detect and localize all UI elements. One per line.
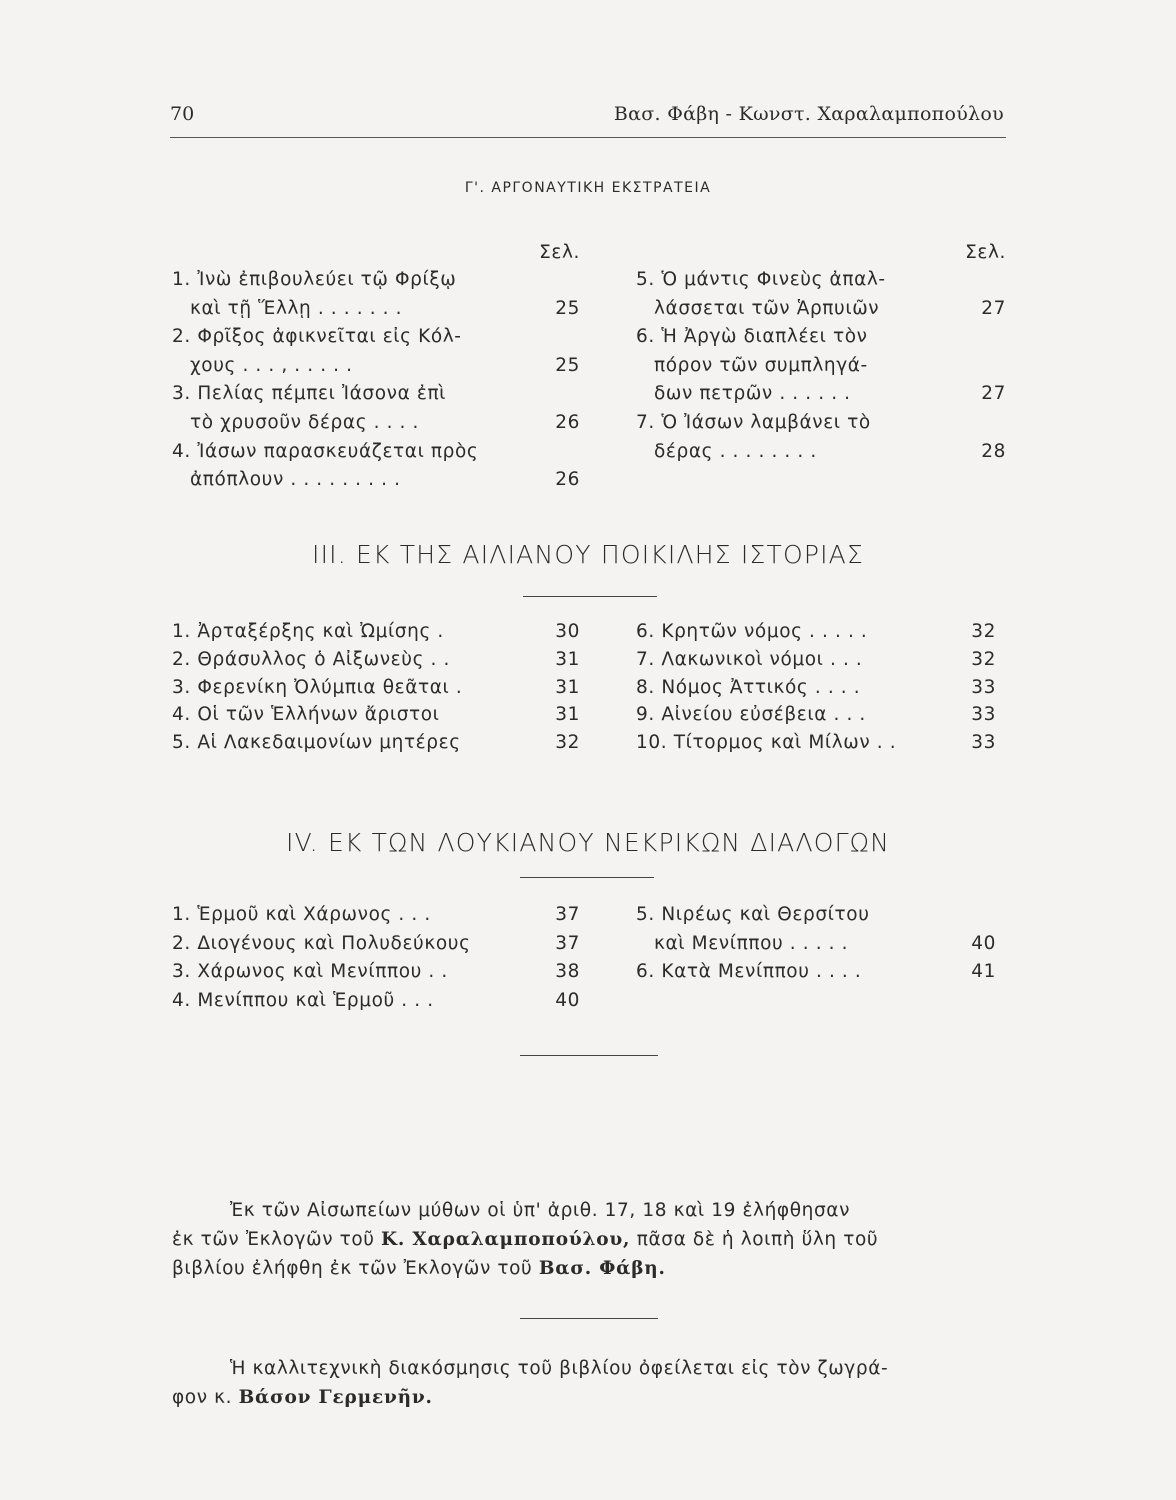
page-label: Σελ. bbox=[965, 242, 1006, 263]
page-label-row bbox=[172, 240, 580, 266]
toc-entry-page: 32 bbox=[555, 732, 580, 754]
note-line bbox=[172, 1225, 1012, 1254]
toc-entry-page: 40 bbox=[555, 989, 580, 1011]
toc-entry-title: 7. Ὁ Ἰάσων λαμβάνει τὸ bbox=[636, 411, 871, 433]
toc-entry bbox=[636, 380, 1006, 409]
note-illustrator bbox=[172, 1354, 1012, 1412]
section-iv-title: IV. ΕΚ ΤΩΝ ΛΟΥΚΙΑΝΟΥ ΝΕΚΡΙΚΩΝ ΔΙΑΛΟΓΩΝ bbox=[286, 828, 890, 857]
toc-entry-title: τὸ χρυσοῦν δέρας . . . . bbox=[190, 411, 419, 433]
note-text: πᾶσα δὲ ἡ λοιπὴ ὕλη τοῦ bbox=[630, 1229, 879, 1250]
note-line bbox=[172, 1254, 1012, 1283]
section-iv-rule bbox=[520, 877, 654, 878]
toc-entry bbox=[172, 466, 580, 495]
toc-entry bbox=[172, 380, 580, 409]
section-iii-right-column bbox=[636, 618, 996, 757]
toc-entry bbox=[636, 729, 996, 757]
toc-entry-title: 6. Κρητῶν νόμος . . . . . bbox=[636, 621, 868, 642]
toc-entry-page: 27 bbox=[981, 383, 1006, 405]
toc-entry bbox=[172, 987, 580, 1016]
toc-entry-title: λάσσεται τῶν Ἁρπυιῶν bbox=[654, 297, 880, 319]
note-line: Ἡ καλλιτεχνικὴ διακόσμησις τοῦ βιβλίου ὀφείλεται εἰς τὸν ζωγρά- bbox=[230, 1358, 889, 1379]
toc-entry-title: 9. Αἰνείου εὐσέβεια . . . bbox=[636, 704, 866, 726]
section-iv-right-column bbox=[636, 901, 996, 987]
toc-entry-page: 40 bbox=[971, 932, 996, 954]
toc-entry-page: 37 bbox=[555, 932, 580, 954]
toc-entry bbox=[172, 352, 580, 381]
toc-entry-title: 7. Λακωνικοὶ νόμοι . . . bbox=[636, 648, 863, 670]
toc-entry bbox=[636, 266, 1006, 295]
note-author-name: Βασ. Φάβη. bbox=[538, 1258, 666, 1279]
toc-entry-page: 28 bbox=[981, 440, 1006, 462]
toc-entry-title: δων πετρῶν . . . . . . bbox=[654, 383, 851, 405]
toc-entry-title: 2. Διογένους καὶ Πολυδεύκους bbox=[172, 932, 471, 954]
running-title: Βασ. Φάβη - Κωνστ. Χαραλαμποπούλου bbox=[613, 103, 1004, 125]
toc-entry bbox=[172, 295, 580, 324]
toc-entry-title: 6. Κατὰ Μενίππου . . . . bbox=[636, 961, 862, 983]
toc-entry-page: 26 bbox=[555, 469, 580, 491]
toc-entry-title: 4. Μενίππου καὶ Ἑρμοῦ . . . bbox=[172, 989, 434, 1011]
toc-entry-page: 32 bbox=[971, 648, 996, 670]
toc-entry-page: 31 bbox=[555, 676, 580, 698]
page-label: Σελ. bbox=[539, 242, 580, 263]
toc-entry-page: 31 bbox=[555, 704, 580, 726]
toc-entry-title: 10. Τίτορμος καὶ Μίλων . . bbox=[636, 732, 897, 754]
note-sources bbox=[172, 1196, 1012, 1283]
toc-entry-title: 1. Ἑρμοῦ καὶ Χάρωνος . . . bbox=[172, 904, 431, 925]
toc-entry-title: 3. Πελίας πέμπει Ἰάσονα ἐπὶ bbox=[172, 383, 447, 405]
toc-entry bbox=[172, 729, 580, 757]
toc-entry-page: 25 bbox=[555, 354, 580, 376]
toc-entry bbox=[636, 646, 996, 674]
toc-entry bbox=[636, 409, 1006, 438]
toc-entry-title: 5. Ὁ μάντις Φινεὺς ἀπαλ- bbox=[636, 269, 886, 290]
toc-entry-title: 4. Οἱ τῶν Ἑλλήνων ἄριστοι bbox=[172, 704, 440, 726]
section-iii-left-column bbox=[172, 618, 580, 757]
toc-entry-page: 27 bbox=[981, 297, 1006, 319]
toc-entry-title: 8. Νόμος Ἀττικός . . . . bbox=[636, 676, 861, 698]
toc-entry bbox=[172, 701, 580, 729]
section-g-right-column bbox=[636, 240, 1006, 466]
toc-entry bbox=[172, 674, 580, 702]
toc-entry-page: 26 bbox=[555, 411, 580, 433]
section-iii-title: III. ΕΚ ΤΗΣ ΑΙΛΙΑΝΟΥ ΠΟΙΚΙΛΗΣ ΙΣΤΟΡΙΑΣ bbox=[312, 540, 864, 569]
notes-rule bbox=[520, 1318, 658, 1319]
toc-entry-page: 38 bbox=[555, 961, 580, 983]
toc-entry bbox=[636, 438, 1006, 467]
toc-entry bbox=[172, 618, 580, 646]
toc-entry-page: 30 bbox=[555, 621, 580, 642]
toc-entry bbox=[636, 352, 1006, 381]
toc-entry-page: 33 bbox=[971, 732, 996, 754]
toc-entry-title: 5. Αἱ Λακεδαιμονίων μητέρες bbox=[172, 732, 461, 754]
toc-entry-page: 31 bbox=[555, 648, 580, 670]
toc-entry-title: 1. Ἰνὼ ἐπιβουλεύει τῷ Φρίξῳ bbox=[172, 269, 457, 290]
toc-entry bbox=[636, 295, 1006, 324]
section-iii-rule bbox=[523, 596, 657, 597]
toc-entry-title: 4. Ἰάσων παρασκευάζεται πρὸς bbox=[172, 440, 479, 462]
note-illustrator-name: Βάσον Γερμενῆν. bbox=[238, 1387, 433, 1408]
toc-entry bbox=[172, 266, 580, 295]
toc-entry bbox=[172, 930, 580, 959]
toc-entry bbox=[636, 323, 1006, 352]
toc-entry-title: δέρας . . . . . . . . bbox=[654, 440, 817, 462]
toc-entry-title: 5. Νιρέως καὶ Θερσίτου bbox=[636, 904, 870, 925]
toc-entry bbox=[636, 674, 996, 702]
toc-entry bbox=[172, 409, 580, 438]
header-rule bbox=[170, 137, 1006, 138]
toc-entry-title: 3. Φερενίκη Ὀλύμπια θεᾶται . bbox=[172, 676, 463, 698]
toc-entry-page: 33 bbox=[971, 704, 996, 726]
toc-entry-title: 2. Φρῖξος ἀφικνεῖται εἰς Κόλ- bbox=[172, 326, 462, 348]
toc-entry bbox=[636, 618, 996, 646]
note-text: ἐκ τῶν Ἐκλογῶν τοῦ bbox=[172, 1229, 382, 1250]
section-iv-left-column bbox=[172, 901, 580, 1015]
page-number: 70 bbox=[170, 103, 195, 125]
toc-entry bbox=[172, 901, 580, 930]
page-label-row bbox=[636, 240, 1006, 266]
toc-entry-title: χους . . . , . . . . . bbox=[190, 354, 353, 376]
toc-entry-page: 37 bbox=[555, 904, 580, 925]
note-line: Ἐκ τῶν Αἰσωπείων μύθων οἱ ὑπ' ἀριθ. 17, 18 καὶ 19 ἐλήφθησαν bbox=[230, 1200, 851, 1221]
section-g-left-column bbox=[172, 240, 580, 495]
toc-entry-title: 3. Χάρωνος καὶ Μενίππου . . bbox=[172, 961, 448, 983]
toc-entry-page: 32 bbox=[971, 621, 996, 642]
toc-entry bbox=[636, 930, 996, 959]
toc-entry-title: 1. Ἀρταξέρξης καὶ Ὠμίσης . bbox=[172, 621, 444, 642]
note-text: φον κ. bbox=[172, 1387, 239, 1408]
toc-entry-page: 41 bbox=[971, 961, 996, 983]
note-line bbox=[172, 1383, 1012, 1412]
toc-entry-title: καὶ τῇ Ἕλλῃ . . . . . . . bbox=[190, 297, 403, 319]
toc-entry-title: πόρον τῶν συμπληγά- bbox=[654, 354, 868, 376]
toc-entry-title: 2. Θράσυλλος ὁ Αἰξωνεὺς . . bbox=[172, 648, 450, 670]
toc-entry-page: 25 bbox=[555, 297, 580, 319]
toc-entry bbox=[636, 901, 996, 930]
toc-entry bbox=[172, 958, 580, 987]
end-rule bbox=[520, 1055, 658, 1056]
toc-entry bbox=[636, 701, 996, 729]
toc-entry-title: ἀπόπλουν . . . . . . . . . bbox=[190, 469, 401, 491]
note-author-name: Κ. Χαραλαμποπούλου, bbox=[381, 1229, 631, 1250]
toc-entry-title: 6. Ἡ Ἀργὼ διαπλέει τὸν bbox=[636, 326, 868, 348]
note-text: βιβλίου ἐλήφθη ἐκ τῶν Ἐκλογῶν τοῦ bbox=[172, 1258, 539, 1279]
toc-entry bbox=[172, 323, 580, 352]
section-g-title: Γ'. ΑΡΓΟΝΑΥΤΙΚΗ ΕΚΣΤΡΑΤΕΙΑ bbox=[464, 180, 712, 196]
toc-entry bbox=[172, 646, 580, 674]
toc-entry bbox=[636, 958, 996, 987]
toc-entry bbox=[172, 438, 580, 467]
toc-entry-page: 33 bbox=[971, 676, 996, 698]
toc-entry-title: καὶ Μενίππου . . . . . bbox=[654, 932, 849, 954]
